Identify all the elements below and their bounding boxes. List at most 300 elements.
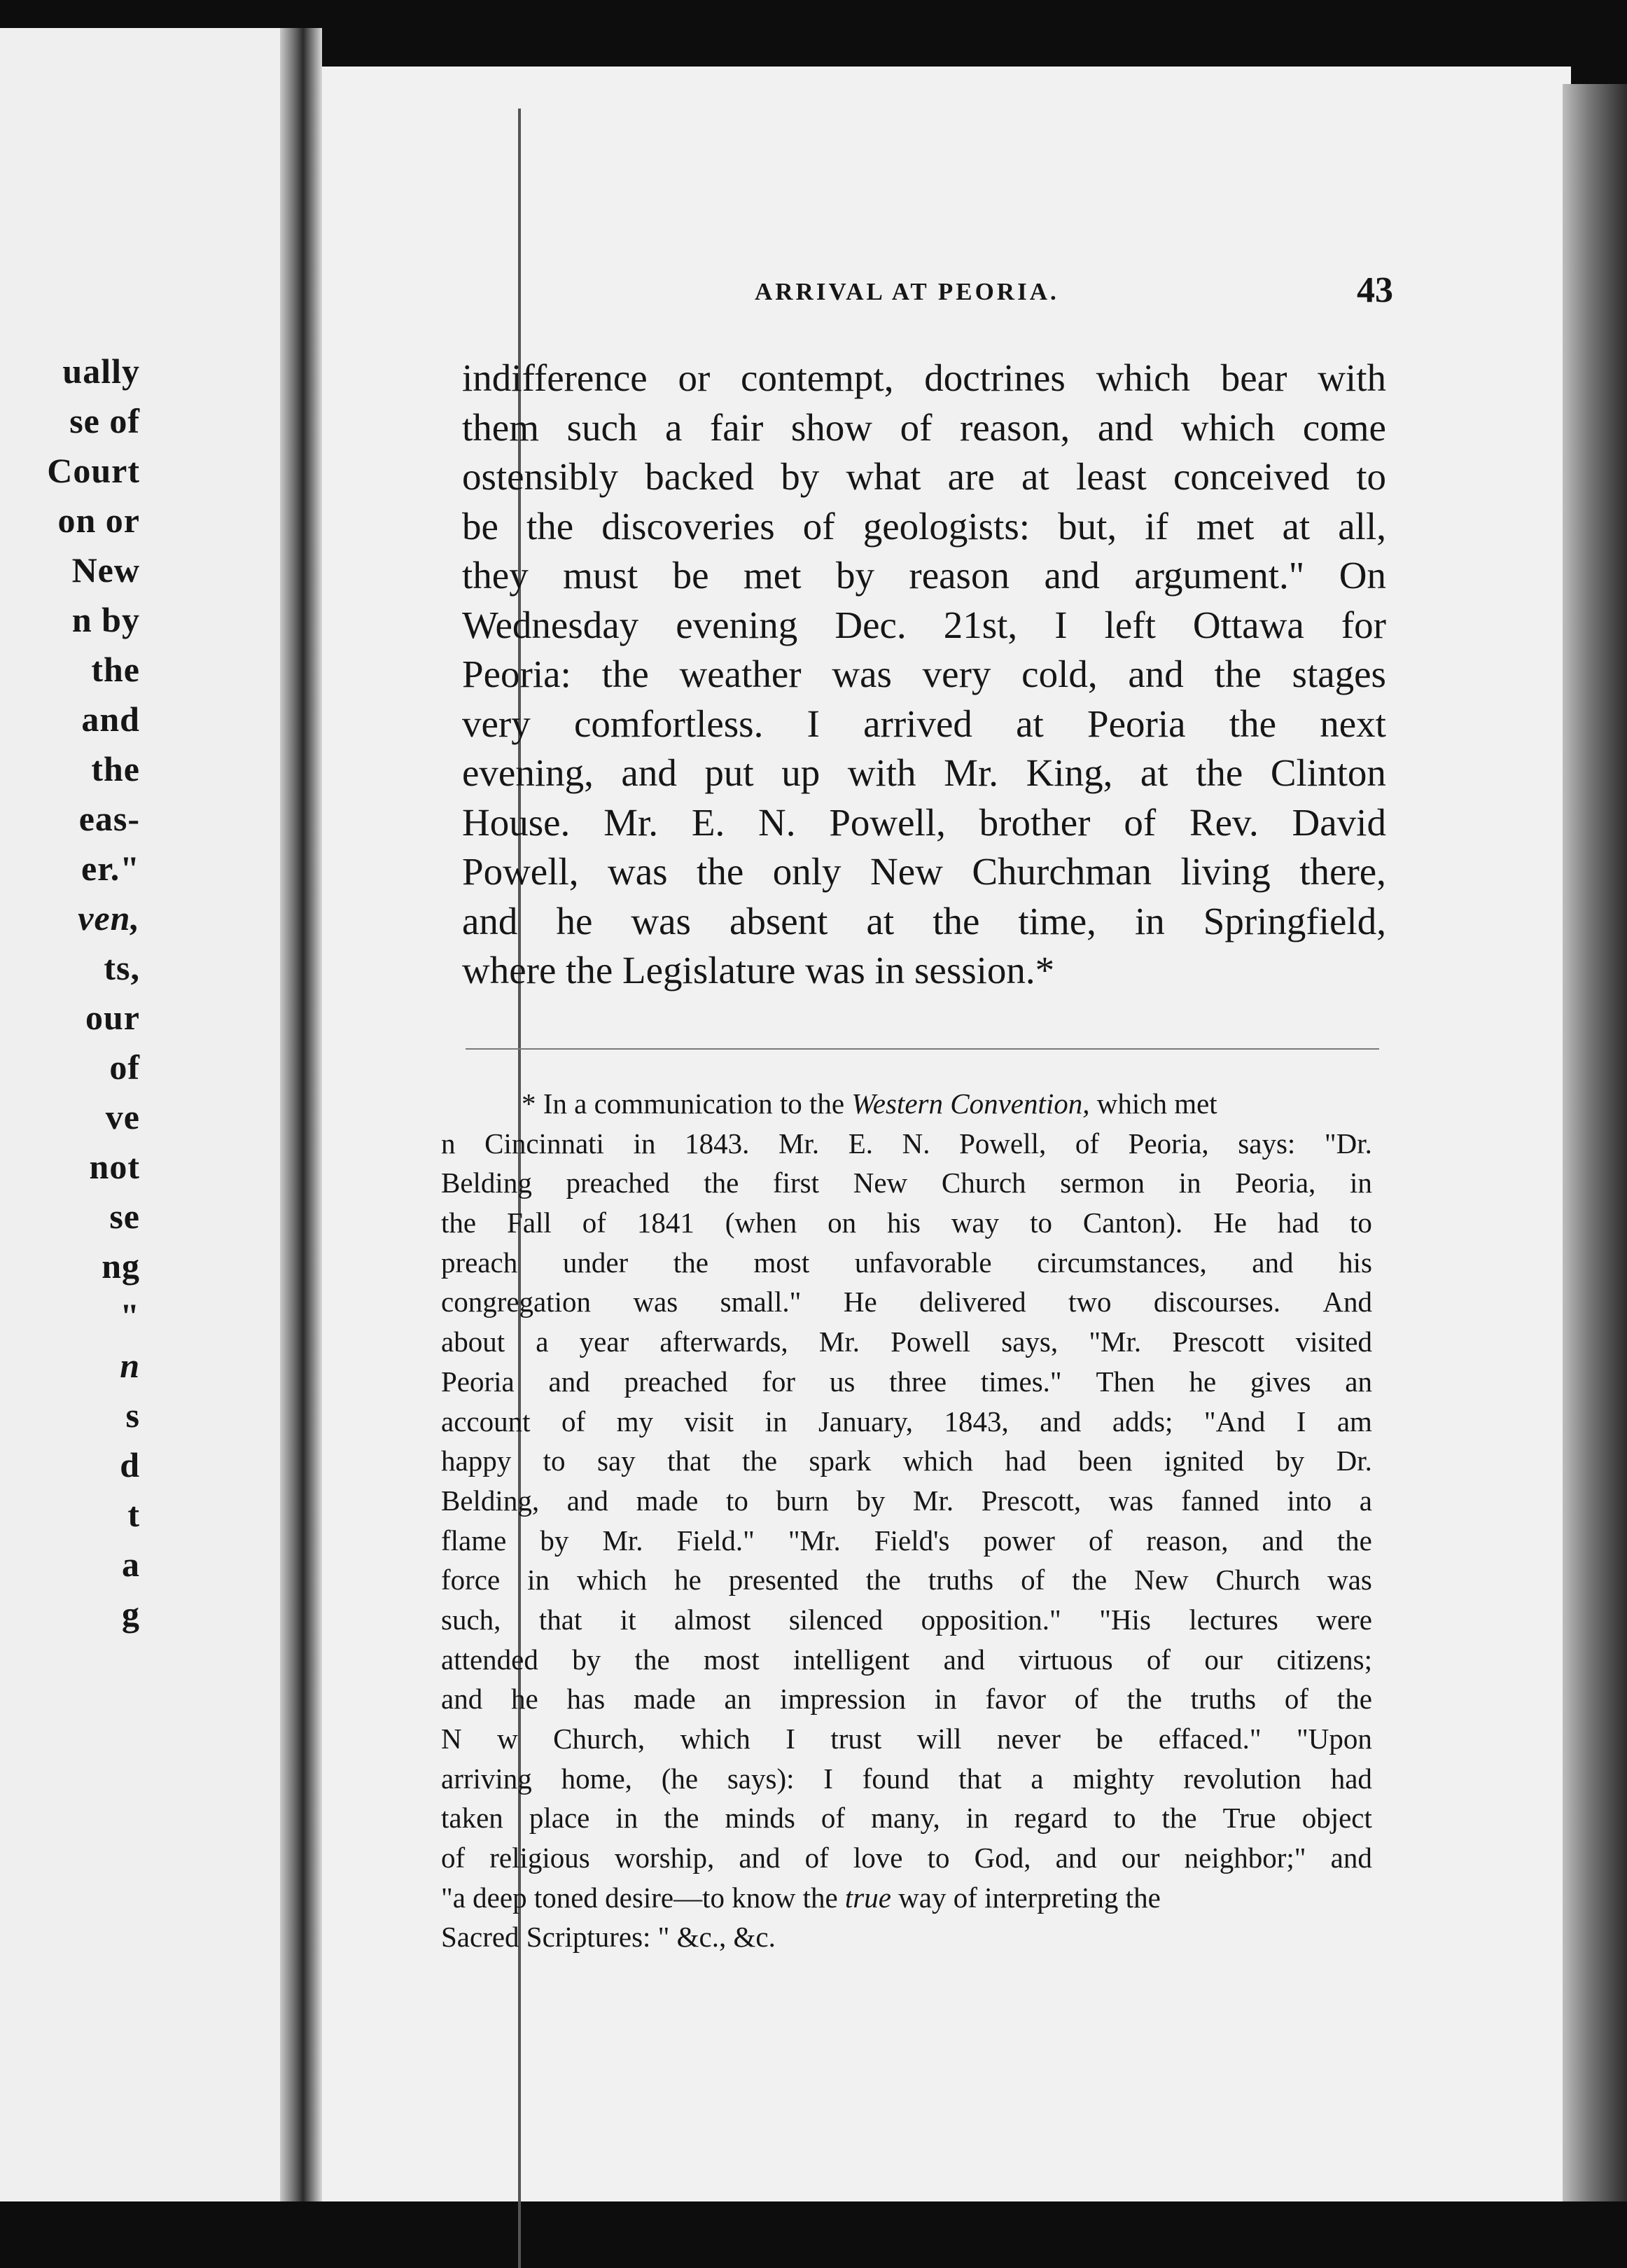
facing-page-fragment: er." [81, 849, 140, 888]
word: "His [1099, 1603, 1151, 1636]
word: adds; [1112, 1405, 1173, 1438]
word: and [943, 1643, 985, 1676]
page-edge-shadow [1563, 84, 1627, 2201]
text-line [441, 1521, 1372, 1561]
word: in [934, 1683, 957, 1716]
word: and [1055, 1842, 1097, 1874]
word: Churchman [972, 850, 1152, 893]
word: of [821, 1802, 845, 1835]
word: Field." [676, 1524, 755, 1557]
word: brother [979, 800, 1091, 844]
word: Wednesday [462, 603, 639, 646]
word: w [497, 1723, 518, 1755]
text-line [441, 1124, 1372, 1164]
word: evening, [462, 751, 594, 794]
word: a [536, 1326, 549, 1358]
word: I [806, 702, 820, 745]
word: and [1330, 1842, 1372, 1874]
footnote-line: * In a communication to the Western Convention, which met [522, 1087, 1217, 1120]
word: Powell, [462, 850, 579, 893]
word: indifference [462, 356, 648, 399]
footnote-line: Sacred Scriptures: " &c., &c. [441, 1921, 776, 1954]
word: taken [441, 1802, 503, 1835]
text-line [462, 403, 1386, 453]
text-line [441, 1402, 1372, 1442]
word: they [462, 554, 529, 597]
word: or [678, 356, 711, 399]
word: opposition." [921, 1603, 1061, 1636]
word: Powell [891, 1326, 971, 1358]
word: of [582, 1206, 606, 1239]
text-line [462, 601, 1386, 651]
facing-page-fragment: ually [62, 352, 140, 391]
word: favor [985, 1683, 1046, 1716]
word: been [1078, 1445, 1133, 1477]
word: Powell, [959, 1127, 1047, 1160]
facing-page-fragment: on or [57, 501, 140, 540]
word: says, [1001, 1326, 1059, 1358]
text-line [462, 897, 1386, 947]
text-line [462, 946, 1386, 996]
book-gutter [280, 28, 322, 2201]
facing-page-fragment: g [122, 1594, 140, 1634]
word: Peoria, [1128, 1127, 1209, 1160]
word: ostensibly [462, 455, 619, 498]
word: be [672, 554, 709, 597]
word: burn [776, 1484, 829, 1517]
word: geologists: [863, 504, 1031, 548]
word: reason [909, 554, 1010, 597]
word: says: [1238, 1127, 1296, 1160]
word: 1843. [685, 1127, 750, 1160]
text-line [441, 1163, 1372, 1203]
word: Belding [441, 1167, 532, 1199]
page-number: 43 [1357, 270, 1393, 310]
word: "And [1203, 1405, 1266, 1438]
word: must [563, 554, 638, 597]
word: contempt, [741, 356, 894, 399]
word: Canton). [1082, 1206, 1183, 1239]
word: Mr. [602, 1524, 643, 1557]
word: least [1075, 455, 1147, 498]
word: Church [1215, 1564, 1301, 1596]
footnote-line: "a deep toned desire—to know the true way of interpreting the [441, 1881, 1161, 1914]
word: in [527, 1564, 550, 1596]
facing-page-fragment: n by [71, 600, 140, 639]
word: and [1252, 1246, 1294, 1279]
word: ignited [1164, 1445, 1244, 1477]
facing-page-fragment: the [91, 749, 140, 788]
word: by [1276, 1445, 1305, 1477]
word: Dec. [835, 603, 907, 646]
word: into [1287, 1484, 1332, 1517]
word: where the Legislature was in session.* [462, 949, 1055, 992]
word: many, [871, 1802, 940, 1835]
word: am [1336, 1405, 1372, 1438]
word: King, [1026, 751, 1113, 794]
word: his [1339, 1246, 1372, 1279]
word: preached [624, 1365, 728, 1398]
facing-page-fragment: Court [47, 451, 140, 490]
word: at [1282, 504, 1311, 548]
word: he [1189, 1365, 1217, 1398]
word: the [1072, 1564, 1108, 1596]
word: my [616, 1405, 653, 1438]
word: was [633, 1286, 678, 1319]
word: it [620, 1603, 636, 1636]
word: conceived [1173, 455, 1329, 498]
word: of [1074, 1683, 1098, 1716]
text-line [462, 847, 1386, 897]
word: absent [729, 899, 828, 942]
word: in [1349, 1167, 1372, 1199]
facing-page-fragment: t [127, 1495, 140, 1534]
word: and [1262, 1524, 1304, 1557]
word: and [441, 1683, 483, 1716]
word: impression [780, 1683, 906, 1716]
word: of [900, 405, 933, 449]
facing-page-fragment: eas- [78, 799, 140, 838]
word: say [596, 1445, 636, 1477]
word: Prescott [1172, 1326, 1265, 1358]
word: Cincinnati [484, 1127, 604, 1160]
text-line [462, 502, 1386, 552]
facing-page-fragment: ng [102, 1246, 140, 1286]
word: had [1330, 1762, 1372, 1795]
word: and [1040, 1405, 1082, 1438]
word: "Upon [1297, 1723, 1372, 1755]
word: True [1222, 1802, 1276, 1835]
word: his [887, 1206, 921, 1239]
word: of [1075, 1127, 1100, 1160]
word: only [772, 850, 842, 893]
word: love [853, 1842, 903, 1874]
word: stages [1292, 653, 1386, 695]
facing-page-fragment: s [125, 1396, 140, 1435]
word: our [1121, 1842, 1160, 1874]
facing-page-fragment: ve [105, 1097, 140, 1136]
word: of [1146, 1643, 1171, 1676]
word: I [785, 1723, 795, 1755]
word: was [832, 653, 892, 695]
word: visit [684, 1405, 734, 1438]
word: the [1196, 751, 1243, 794]
word: all, [1338, 504, 1386, 548]
word: met [743, 554, 802, 597]
word: revolution [1183, 1762, 1301, 1795]
word: truths [1190, 1683, 1257, 1716]
word: Powell, [829, 800, 946, 844]
word: of [1021, 1564, 1045, 1596]
word: gives [1250, 1365, 1311, 1398]
word: a [1031, 1762, 1044, 1795]
word: by [835, 554, 874, 597]
word: what [846, 455, 921, 498]
word: there, [1299, 850, 1386, 893]
word: Springfield, [1203, 899, 1386, 942]
word: force [441, 1564, 501, 1596]
word: N. [902, 1127, 930, 1160]
word: left [1104, 603, 1156, 646]
word: had [1005, 1445, 1047, 1477]
word: was [1108, 1484, 1154, 1517]
word: David [1292, 800, 1386, 844]
word: to [1350, 1206, 1372, 1239]
word: flame [441, 1524, 507, 1557]
word: very [462, 702, 531, 745]
word: and [739, 1842, 781, 1874]
text-line [441, 1560, 1372, 1600]
facing-page-fragment: n [120, 1346, 140, 1385]
word: Mr. [818, 1326, 860, 1358]
word: us [829, 1365, 856, 1398]
facing-page-fragment: se [109, 1197, 140, 1236]
word: if [1145, 504, 1168, 548]
word: the [1126, 1683, 1162, 1716]
word: Fall [507, 1206, 552, 1239]
word: a [664, 405, 683, 449]
word: preached [566, 1167, 670, 1199]
word: to [927, 1842, 950, 1874]
word: in [633, 1127, 656, 1160]
facing-page-fragment: New [71, 550, 140, 590]
text-line [441, 1322, 1372, 1362]
word: New [853, 1167, 908, 1199]
word: preach [441, 1246, 518, 1279]
word: almost [674, 1603, 751, 1636]
word: January, [818, 1405, 914, 1438]
word: regard [1014, 1802, 1088, 1835]
word: Dr. [1336, 1445, 1372, 1477]
footnote-rule [466, 1048, 1379, 1050]
word: place [529, 1802, 590, 1835]
facing-page-fragment: our [85, 998, 140, 1037]
word: first [772, 1167, 820, 1199]
word: lectures [1189, 1603, 1278, 1636]
facing-page-fragment: ts, [104, 948, 140, 987]
word: 1841 [636, 1206, 694, 1239]
word: backed [645, 455, 755, 498]
word: argument." [1134, 554, 1305, 597]
word: congregation [441, 1286, 592, 1319]
word: the [441, 1206, 477, 1239]
text-line [462, 798, 1386, 848]
word: our [1204, 1643, 1243, 1676]
word: year [579, 1326, 629, 1358]
text-line [462, 749, 1386, 798]
word: reason, [959, 405, 1070, 449]
word: He [1213, 1206, 1247, 1239]
word: Peoria, [1235, 1167, 1316, 1199]
word: two [1068, 1286, 1112, 1319]
word: are [947, 455, 995, 498]
text-line [462, 452, 1386, 502]
word: to [543, 1445, 566, 1477]
word: show [790, 405, 872, 449]
word: by [540, 1524, 569, 1557]
word: n [441, 1127, 456, 1160]
word: most [753, 1246, 810, 1279]
word: was [608, 850, 668, 893]
word: "Dr. [1324, 1127, 1372, 1160]
word: the [601, 653, 649, 695]
word: Mr. [912, 1484, 954, 1517]
word: visited [1295, 1326, 1372, 1358]
word: bear [1220, 356, 1287, 399]
word: effaced." [1158, 1723, 1262, 1755]
word: were [1316, 1603, 1372, 1636]
word: met [1196, 504, 1255, 548]
word: religious [489, 1842, 590, 1874]
text-line [441, 1719, 1372, 1759]
word: come [1302, 405, 1386, 449]
word: I [1054, 603, 1068, 646]
word: the [634, 1643, 670, 1676]
word: intelligent [793, 1643, 910, 1676]
word: for [1341, 603, 1386, 646]
word: which [680, 1723, 750, 1755]
word: with [1318, 356, 1386, 399]
word: "Mr. [788, 1524, 841, 1557]
word: which [1180, 405, 1276, 449]
word: trust [830, 1723, 882, 1755]
text-line [462, 650, 1386, 700]
word: a [1359, 1484, 1372, 1517]
word: which [1096, 356, 1191, 399]
word: evening [676, 603, 798, 646]
text-line [462, 354, 1386, 403]
word: of [441, 1842, 466, 1874]
text-line [441, 1481, 1372, 1521]
word: under [562, 1246, 629, 1279]
word: of [1124, 800, 1157, 844]
facing-page-fragment: " [120, 1296, 140, 1335]
word: silenced [788, 1603, 884, 1636]
word: God, [974, 1842, 1031, 1874]
word: that [958, 1762, 1002, 1795]
word: Peoria: [462, 653, 571, 695]
word: and [548, 1365, 590, 1398]
word: Clinton [1270, 751, 1386, 794]
word: 21st, [943, 603, 1018, 646]
word: fair [709, 405, 764, 449]
word: power [983, 1524, 1055, 1557]
word: the [865, 1564, 901, 1596]
word: says): [727, 1762, 795, 1795]
word: Then [1096, 1365, 1155, 1398]
word: the [1214, 653, 1262, 695]
word: the [1161, 1802, 1197, 1835]
word: Peoria [1087, 702, 1186, 745]
word: presented [728, 1564, 839, 1596]
facing-page-fragment: d [120, 1445, 140, 1484]
word: arriving [441, 1762, 532, 1795]
word: of [1284, 1683, 1308, 1716]
word: and [1097, 405, 1154, 449]
word: small." [720, 1286, 802, 1319]
word: citizens; [1276, 1643, 1372, 1676]
word: three [889, 1365, 947, 1398]
text-line [462, 700, 1386, 749]
word: in [615, 1802, 638, 1835]
word: found [862, 1762, 930, 1795]
word: delivered [919, 1286, 1026, 1319]
word: never [997, 1723, 1061, 1755]
word: and [462, 899, 518, 942]
text-line [441, 1362, 1372, 1402]
word: Belding, [441, 1484, 540, 1517]
word: weather [679, 653, 802, 695]
word: of [1089, 1524, 1113, 1557]
text-line [441, 1441, 1372, 1481]
body-text [462, 354, 1386, 996]
word: reason, [1146, 1524, 1229, 1557]
word: he [674, 1564, 701, 1596]
word: the [697, 850, 744, 893]
word: which [576, 1564, 648, 1596]
word: and [1044, 554, 1100, 597]
facing-page-text-fragments [0, 347, 140, 1639]
word: the [526, 504, 574, 548]
word: on [828, 1206, 857, 1239]
text-line [441, 1798, 1372, 1838]
word: most [703, 1643, 760, 1676]
word: in [1134, 899, 1165, 942]
word: Rev. [1189, 800, 1259, 844]
word: at [1140, 751, 1168, 794]
word: the [742, 1445, 778, 1477]
word: was [631, 899, 691, 942]
text-line [462, 551, 1386, 601]
word: at [866, 899, 895, 942]
word: up [781, 751, 821, 794]
word: unfavorable [854, 1246, 992, 1279]
text-line [441, 1282, 1372, 1322]
text-line [441, 1679, 1372, 1719]
word: at [1016, 702, 1044, 745]
word: N [441, 1723, 462, 1755]
word: put [704, 751, 754, 794]
word: cold, [1021, 653, 1098, 695]
word: neighbor;" [1184, 1842, 1306, 1874]
word: House. [462, 800, 571, 844]
word: such, [441, 1603, 501, 1636]
word: afterwards, [659, 1326, 788, 1358]
word: He [843, 1286, 877, 1319]
word: to [1113, 1802, 1136, 1835]
word: by [781, 455, 820, 498]
word: mighty [1073, 1762, 1154, 1795]
word: E. [691, 800, 725, 844]
word: has [566, 1683, 606, 1716]
word: New [870, 850, 943, 893]
word: circumstances, [1037, 1246, 1207, 1279]
word: sermon [1060, 1167, 1145, 1199]
word: Mr. [944, 751, 999, 794]
running-head-title: ARRIVAL AT PEORIA. [755, 278, 1059, 305]
word: minds [725, 1802, 795, 1835]
word: the [1229, 702, 1276, 745]
word: worship, [614, 1842, 715, 1874]
word: account [441, 1405, 531, 1438]
word: home, [561, 1762, 632, 1795]
facing-page-fragment: a [122, 1545, 140, 1584]
word: by [572, 1643, 601, 1676]
word: to [726, 1484, 748, 1517]
word: to [1030, 1206, 1052, 1239]
word: happy [441, 1445, 512, 1477]
word: such [566, 405, 638, 449]
